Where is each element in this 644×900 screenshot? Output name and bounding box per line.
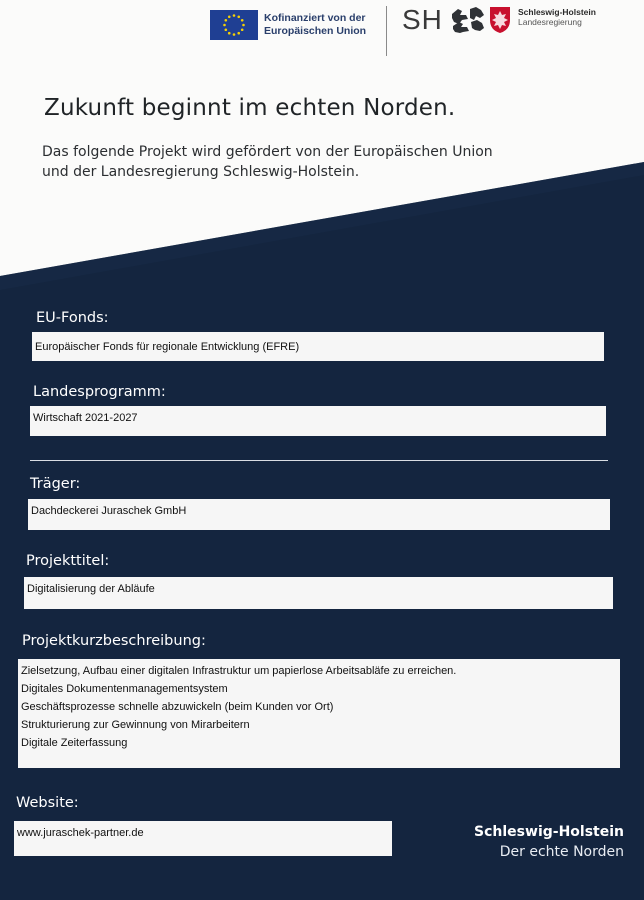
intro-text: [42, 142, 493, 182]
footer-brand-line1: Schleswig-Holstein: [474, 824, 624, 840]
sh-letters: SH: [402, 4, 443, 35]
sh-brand-line1: Schleswig-Holstein: [518, 7, 596, 17]
intro-line2: und der Landesregierung Schleswig-Holstein.: [42, 164, 360, 180]
label-eu-fonds: EU-Fonds:: [36, 310, 109, 326]
label-kurzbeschreibung: Projektkurzbeschreibung:: [22, 633, 206, 649]
field-projekttitel: [24, 577, 613, 609]
value-website: www.juraschek-partner.de: [17, 827, 144, 839]
value-eu-fonds: Europäischer Fonds für regionale Entwicklung (EFRE): [35, 341, 300, 353]
intro-line1: Das folgende Projekt wird gefördert von der Europäischen Union: [42, 144, 493, 160]
field-kurzbeschreibung: [18, 659, 620, 768]
field-website: [14, 821, 392, 856]
headline: Zukunft beginnt im echten Norden.: [44, 95, 456, 121]
desc-line-3: Geschäftsprozesse schnelle abzuwickeln (beim Kunden vor Ort): [21, 701, 334, 713]
label-landesprogramm: Landesprogramm:: [33, 384, 166, 400]
label-traeger: Träger:: [30, 476, 81, 492]
sh-brand-text: [518, 7, 596, 27]
desc-line-1: Zielsetzung, Aufbau einer digitalen Infrastruktur um papierlose Arbeitsabläfe zu erreichen.: [21, 665, 457, 677]
section-divider: [30, 460, 608, 461]
eu-logo-line2: Europäischen Union: [264, 25, 367, 37]
footer-brand-line2: Der echte Norden: [499, 844, 624, 860]
field-eu-fonds: [32, 332, 604, 361]
label-website: Website:: [16, 795, 79, 811]
sh-brand-line2: Landesregierung: [518, 17, 582, 27]
header-divider: [386, 6, 387, 56]
sh-lions-icon: [450, 6, 486, 34]
eu-cofinance-logo: [210, 10, 366, 40]
desc-line-5: Digitale Zeiterfassung: [21, 737, 128, 749]
value-landesprogramm: Wirtschaft 2021-2027: [33, 412, 138, 424]
value-projekttitel: Digitalisierung der Abläufe: [27, 583, 155, 595]
desc-line-4: Strukturierung zur Gewinnung von Mirarbeitern: [21, 719, 250, 731]
eu-flag-icon: [210, 10, 258, 40]
eu-logo-text: [264, 12, 366, 38]
field-landesprogramm: [30, 406, 606, 436]
value-traeger: Dachdeckerei Juraschek GmbH: [31, 505, 187, 517]
footer-brand: [474, 822, 624, 862]
desc-line-2: Digitales Dokumentenmanagementsystem: [21, 683, 228, 695]
nettle-leaf-icon: [489, 6, 511, 34]
eu-logo-line1: Kofinanziert von der: [264, 12, 366, 24]
label-projekttitel: Projekttitel:: [26, 553, 110, 569]
field-traeger: [28, 499, 610, 530]
